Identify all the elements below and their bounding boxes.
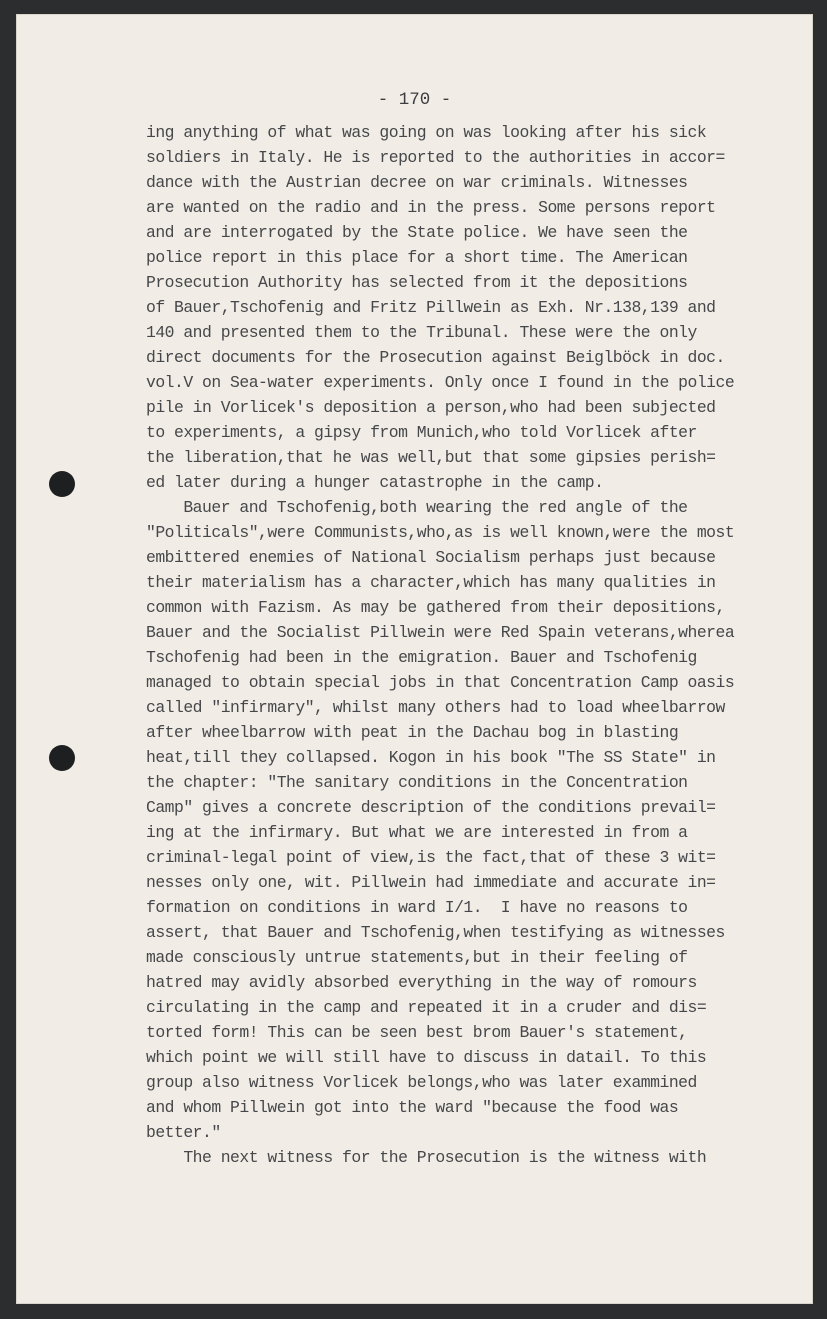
text-line: managed to obtain special jobs in that Concentration Camp oasis — [146, 673, 735, 692]
text-line: are wanted on the radio and in the press. Some persons report — [146, 198, 716, 217]
paragraph-3 — [146, 1145, 796, 1170]
body-text — [146, 120, 796, 1170]
text-line: ing anything of what was going on was looking after his sick — [146, 123, 707, 142]
punch-hole-bottom — [49, 745, 75, 771]
text-line: assert, that Bauer and Tschofenig,when testifying as witnesses — [146, 923, 725, 942]
text-line: which point we will still have to discuss in datail. To this — [146, 1048, 707, 1067]
text-line: The next witness for the Prosecution is the witness with — [146, 1148, 707, 1167]
text-line: Bauer and the Socialist Pillwein were Red Spain veterans,wherea — [146, 623, 735, 642]
text-line: criminal-legal point of view,is the fact,that of these 3 wit= — [146, 848, 716, 867]
text-line: the chapter: "The sanitary conditions in the Concentration — [146, 773, 688, 792]
text-line: dance with the Austrian decree on war criminals. Witnesses — [146, 173, 688, 192]
text-line: torted form! This can be seen best brom Bauer's statement, — [146, 1023, 688, 1042]
text-line: Bauer and Tschofenig,both wearing the red angle of the — [146, 498, 688, 517]
text-line: ed later during a hunger catastrophe in the camp. — [146, 473, 604, 492]
text-line: hatred may avidly absorbed everything in the way of romours — [146, 973, 697, 992]
text-line: formation on conditions in ward I/1. I have no reasons to — [146, 898, 688, 917]
text-line: Prosecution Authority has selected from it the depositions — [146, 273, 688, 292]
text-line: their materialism has a character,which has many qualities in — [146, 573, 716, 592]
text-line: circulating in the camp and repeated it in a cruder and dis= — [146, 998, 707, 1017]
text-line: embittered enemies of National Socialism perhaps just because — [146, 548, 716, 567]
text-line: "Politicals",were Communists,who,as is well known,were the most — [146, 523, 735, 542]
text-line: to experiments, a gipsy from Munich,who told Vorlicek after — [146, 423, 697, 442]
text-line: pile in Vorlicek's deposition a person,who had been subjected — [146, 398, 716, 417]
text-line: direct documents for the Prosecution against Beiglböck in doc. — [146, 348, 725, 367]
text-line: and whom Pillwein got into the ward "because the food was — [146, 1098, 679, 1117]
text-line: the liberation,that he was well,but that some gipsies perish= — [146, 448, 716, 467]
text-line: ing at the infirmary. But what we are interested in from a — [146, 823, 688, 842]
text-line: soldiers in Italy. He is reported to the authorities in accor= — [146, 148, 725, 167]
text-line: common with Fazism. As may be gathered from their depositions, — [146, 598, 725, 617]
text-line: nesses only one, wit. Pillwein had immediate and accurate in= — [146, 873, 716, 892]
text-line: 140 and presented them to the Tribunal. These were the only — [146, 323, 697, 342]
text-line: Tschofenig had been in the emigration. Bauer and Tschofenig — [146, 648, 697, 667]
document-page — [16, 14, 813, 1304]
text-line: vol.V on Sea-water experiments. Only once I found in the police — [146, 373, 735, 392]
text-line: and are interrogated by the State police. We have seen the — [146, 223, 688, 242]
punch-hole-top — [49, 471, 75, 497]
text-line: police report in this place for a short time. The American — [146, 248, 688, 267]
text-line: of Bauer,Tschofenig and Fritz Pillwein as Exh. Nr.138,139 and — [146, 298, 716, 317]
text-line: after wheelbarrow with peat in the Dachau bog in blasting — [146, 723, 679, 742]
text-line: Camp" gives a concrete description of the conditions prevail= — [146, 798, 716, 817]
text-line: better." — [146, 1123, 221, 1142]
text-line: made consciously untrue statements,but in their feeling of — [146, 948, 688, 967]
text-line: heat,till they collapsed. Kogon in his book "The SS State" in — [146, 748, 716, 767]
paragraph-2 — [146, 495, 796, 1145]
paragraph-1 — [146, 120, 796, 495]
text-line: group also witness Vorlicek belongs,who was later exammined — [146, 1073, 697, 1092]
page-number: - 170 - — [377, 90, 452, 110]
text-line: called "infirmary", whilst many others had to load wheelbarrow — [146, 698, 725, 717]
